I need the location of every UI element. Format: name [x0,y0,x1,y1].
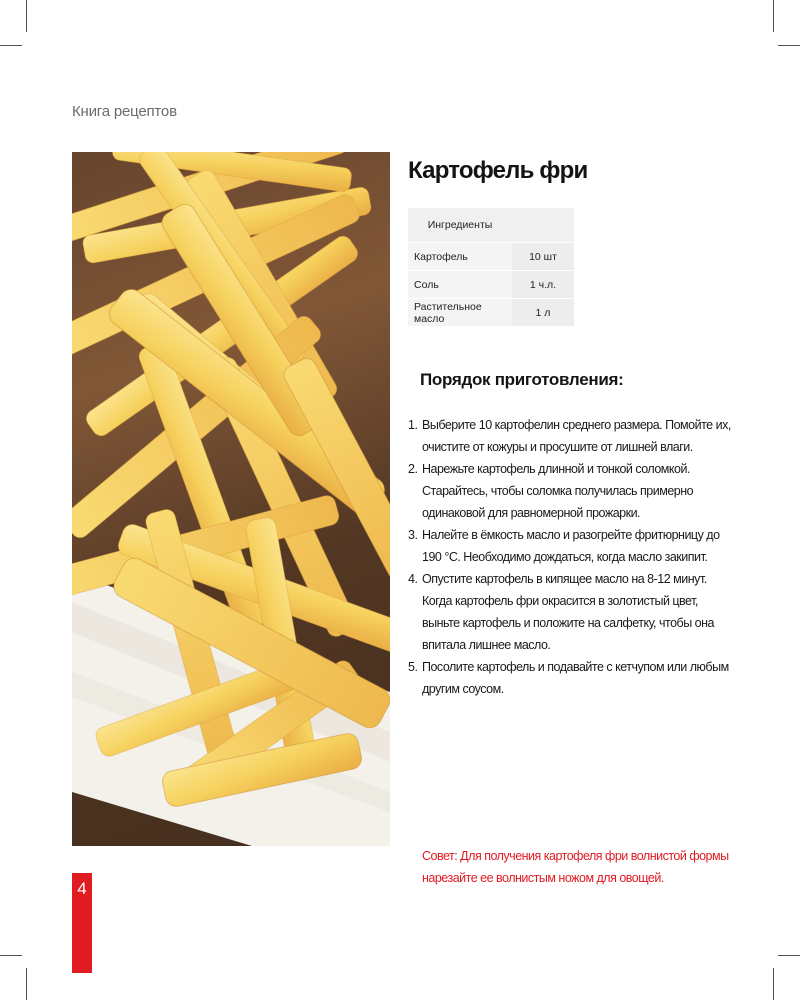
crop-mark [778,955,800,956]
page-number: 4 [72,873,92,973]
step-number: 2. [408,462,418,476]
ingredient-row [408,271,574,299]
ingredients-header-row [408,208,574,243]
crop-mark [26,0,27,32]
step-number: 1. [408,418,418,432]
step-text: Посолите картофель и подавайте с кетчупом или любым другим соусом. [422,660,729,696]
step-text: Нарежьте картофель длинной и тонкой соломкой. Старайтесь, чтобы соломка получилась примерно одинаковой для равномерной прожарки. [422,462,694,520]
ingredient-qty: 1 л [512,299,574,327]
steps-list [408,414,738,700]
crop-mark [0,45,22,46]
step-item [408,524,738,568]
step-text: Выберите 10 картофелин среднего размера. Помойте их, очистите от кожуры и просушите от лишней влаги. [422,418,731,454]
tip-text: Совет: Для получения картофеля фри волнистой формы нарезайте ее волнистым ножом для овощей. [422,849,729,885]
ingredients-qty-header [512,208,574,243]
ingredient-row [408,299,574,327]
step-item [408,568,738,656]
step-item [408,656,738,700]
ingredients-table [408,208,574,327]
french-fries-photo [72,152,390,846]
step-number: 5. [408,660,418,674]
step-text: Опустите картофель в кипящее масло на 8-12 минут. Когда картофель фри окрасится в золотистый цвет, выньте картофель и положите на салфетку, чтобы она впитала лишнее масло. [422,572,714,652]
ingredients-header: Ингредиенты [408,208,512,243]
ingredient-qty: 1 ч.л. [512,271,574,299]
step-item [408,414,738,458]
step-item [408,458,738,524]
book-title: Книга рецептов [72,103,177,120]
step-number: 3. [408,528,418,542]
step-number: 4. [408,572,418,586]
crop-mark [778,45,800,46]
crop-mark [773,0,774,32]
ingredient-qty: 10 шт [512,243,574,271]
recipe-title: Картофель фри [408,157,588,184]
ingredient-name: Картофель [408,243,512,271]
crop-mark [773,968,774,1000]
crop-mark [26,968,27,1000]
ingredient-row [408,243,574,271]
step-text: Налейте в ёмкость масло и разогрейте фритюрницу до 190 °С. Необходимо дождаться, когда масло закипит. [422,528,720,564]
crop-mark [0,955,22,956]
steps-title: Порядок приготовления: [420,370,624,389]
ingredient-name: Растительное масло [408,299,512,327]
ingredient-name: Соль [408,271,512,299]
